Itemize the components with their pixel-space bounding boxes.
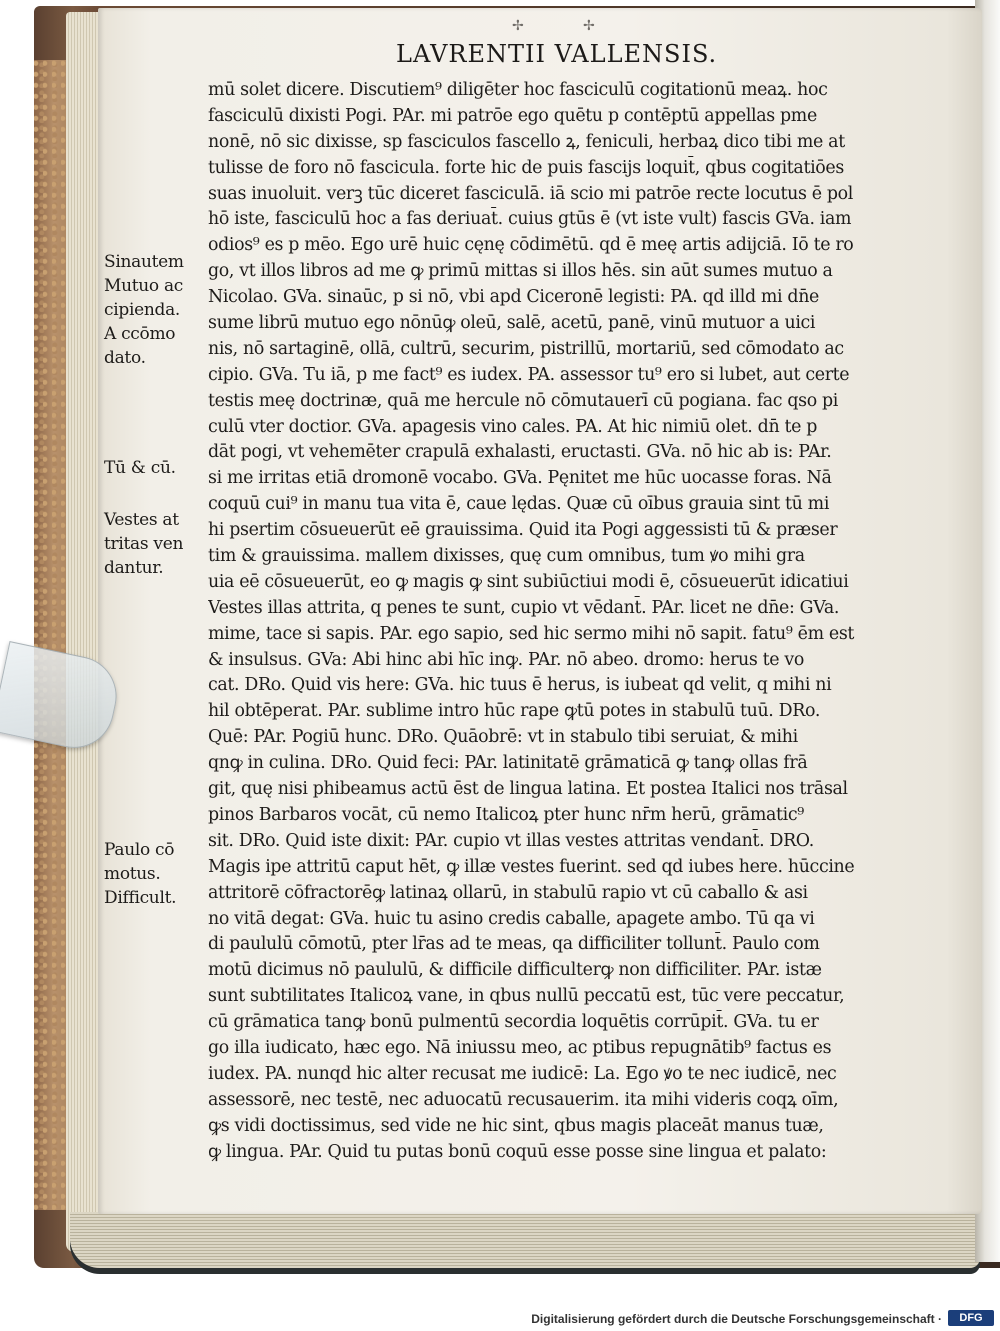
marginal-line: Difficult. [104, 888, 177, 908]
text-line: & insulsus. GVa: Abi hinc abi hīc inꝙ. PAr. nō abeo. dromo: herus te vo [208, 649, 804, 670]
page-stack-bottom [70, 1212, 980, 1268]
text-line: motū dicimus nō paululū, & difficile difficulterꝙ non difficiliter. PAr. istæ [208, 960, 822, 981]
marginal-line: Vestes at [104, 510, 179, 530]
text-line: qnꝙ in culina. DRo. Quid feci: PAr. latinitatē grāmaticā ꝙ tanꝙ ollas frā [208, 753, 808, 774]
text-line: culū vter doctior. GVa. apagesis vino cales. PA. At hic nimiū olet. dn̄ te p [208, 416, 818, 437]
main-text-block [208, 78, 878, 1165]
text-line: sume librū mutuo ego nōnūꝙ oleū, salē, acetū, panē, vinū mutuor a uici [208, 313, 816, 334]
text-line: Vestes illas attrita, q penes te sunt, cupio vt vēdant̄. PAr. licet ne dn̄e: GVa. [208, 597, 840, 618]
text-line: si me irritas etiā dromonē vocabo. GVa. Pęnitet me hūc uocasse foras. Nā [208, 468, 832, 489]
text-line: go illa iudicato, hæc ego. Nā iniussu meo, ac ptibus repugnātib⁹ factus es [208, 1037, 832, 1058]
text-line: coquū cui⁹ in manu tua vita ē, caue lędas. Quæ cū oībus grauia sint tū mi [208, 494, 830, 515]
text-line: hi psertim cōsueuerūt eē grauissima. Quid ita Pogi aggessisti tū & præser [208, 520, 838, 541]
text-line: attritorē cōfractorēꝙ latinaꝝ ollarū, in stabulū rapio vt cū caballo & asi [208, 882, 808, 903]
marginal-line: motus. [104, 864, 161, 884]
text-line: mū solet dicere. Discutiem⁹ diligēter hoc fasciculū cogitationū meaꝝ. hoc [208, 80, 828, 100]
text-line: tim & grauissima. mallem dixisses, quę cum omnibus, tum ꝟo mihi gra [208, 546, 805, 567]
marginal-line: Mutuo ac [104, 276, 184, 296]
text-line: ꝙ lingua. PAr. Quid tu putas bonū coquū esse posse sine lingua et palato: [208, 1141, 827, 1162]
marginal-line: cipienda. [104, 300, 181, 320]
marginal-line: dato. [104, 348, 146, 368]
text-line: nis, nō sartaginē, ollā, cultrū, securim, pistrillū, mortariū, sed cōmodato ac [208, 338, 844, 359]
text-line: tulisse de foro nō fascicula. forte hic de puis fascijs loquit̄, qbus cogitatiōes [208, 157, 844, 178]
marginal-note-tu-cu [104, 456, 209, 480]
marginal-line: tritas ven [104, 534, 184, 554]
text-line: Quē: PAr. Pogiū hunc. DRo. Quāobrē: vt in stabulo tibi seruiat, & mihi [208, 727, 798, 748]
text-line: odios⁹ es p mēo. Ego urē huic cęnę cōdimētū. qd ē meę artis adijciā. Iō te ro [208, 235, 854, 256]
text-line: di paululū cōmotū, pter lr̄as ad te meas, qa difficiliter tollunt̄. Paulo com [208, 934, 820, 955]
text-line: cat. DRo. Quid vis here: GVa. hic tuus ē herus, is iubeat qd velit, q mihi ni [208, 675, 832, 696]
text-line: sunt subtilitates Italicoꝝ vane, in qbus nullū peccatū est, tūc vere peccatur, [208, 986, 845, 1007]
text-line: fasciculū dixisti Pogi. PAr. mi patrōe ego quētu p contēptū appellas pme [208, 105, 817, 126]
text-line: pinos Barbaros vocāt, cū nemo Italicoꝝ pter hunc nr̄m herū, grāmatic⁹ [208, 804, 804, 825]
text-line: dāt pogi, vt vehemēter crapulā exhalasti, eructasti. GVa. nō hic ab is: PAr. [208, 442, 832, 463]
ornament-mark: ✢ [512, 18, 524, 34]
marginal-note-paulo [104, 838, 209, 910]
marginal-line: A ccōmo [104, 324, 176, 344]
marginal-line: Sinautem [104, 252, 184, 272]
marginal-note-vestes [104, 508, 209, 580]
marginal-note-sinautem [104, 250, 209, 370]
footer-credit: Digitalisierung gefördert durch die Deutsche Forschungsgemeinschaft · [531, 1312, 942, 1326]
text-line: testis meę doctrinæ, quā me hercule nō cōmutauerī cū pogiana. fac qso pi [208, 390, 839, 411]
marginal-line: Paulo cō [104, 840, 175, 860]
running-head: LAVRENTII VALLENSIS. [396, 40, 718, 68]
dfg-logo: DFG [948, 1310, 994, 1326]
text-line: uia eē cōsueuerūt, eo ꝙ magis ꝙ sint subiūctiui modi ē, cōsueuerūt idicatiui [208, 571, 849, 592]
text-line: git, quę nisi phibeamus actū ēst de lingua latina. Et postea Italici nos trāsal [208, 779, 848, 800]
text-line: Magis ipe attritū caput hēt, ꝙ illæ vestes fuerint. sed qd iubes here. hūccine [208, 856, 855, 877]
text-line: cū grāmatica tanꝙ bonū pulmentū secordia loquētis corrūpit̄. GVa. tu er [208, 1012, 819, 1033]
text-line: hil obtēperat. PAr. sublime intro hūc rape ꝙtū potes in stabulū tuū. DRo. [208, 701, 820, 722]
text-line: Nicolao. GVa. sinaūc, p si nō, vbi apd Ciceronē legisti: PA. qd illd mi dn̄e [208, 287, 820, 308]
text-line: iudex. PA. nunqd hic alter recusat me iudicē: La. Ego ꝟo te nec iudicē, nec [208, 1063, 837, 1084]
ornament-mark: ✢ [583, 18, 595, 34]
text-line: assessorē, nec testē, nec aduocatū recusauerim. ita mihi videris coqꝝ oīm, [208, 1089, 839, 1110]
text-line: sit. DRo. Quid iste dixit: PAr. cupio vt illas vestes attritas vendant̄. DRO. [208, 830, 814, 851]
text-line: go, vt illos libros ad me ꝙ primū mittas si illos hēs. sin aūt sumes mutuo a [208, 261, 833, 282]
text-line: hō iste, fasciculū hoc a fas deriuat̄. cuius gtūs ē (vt iste vult) fascis GVa. iam [208, 209, 852, 230]
text-line: ꝙs vidi doctissimus, sed vide ne hic sint, qbus magis placeāt manus tuæ, [208, 1115, 824, 1136]
marginal-line: Tū & cū. [104, 458, 176, 478]
text-line: suas inuoluit. verꝫ tūc diceret fasciculā. iā scio mi patrōe recte locutus ē pol [208, 183, 853, 204]
text-line: nonē, nō sic dixisse, sp fasciculos fascello ꝝ, feniculi, herbaꝝ dico tibi me at [208, 131, 845, 152]
text-line: no vitā degat: GVa. huic tu asino credis caballe, apagete ambo. Tū qa vi [208, 908, 815, 929]
text-line: mime, tace si sapis. PAr. ego sapio, sed hic sermo mihi nō sapit. fatu⁹ ēm est [208, 623, 855, 644]
text-line: cipio. GVa. Tu iā, p me fact⁹ es iudex. PA. assessor tu⁹ ero si lubet, aut certe [208, 364, 850, 385]
marginal-line: dantur. [104, 558, 164, 578]
